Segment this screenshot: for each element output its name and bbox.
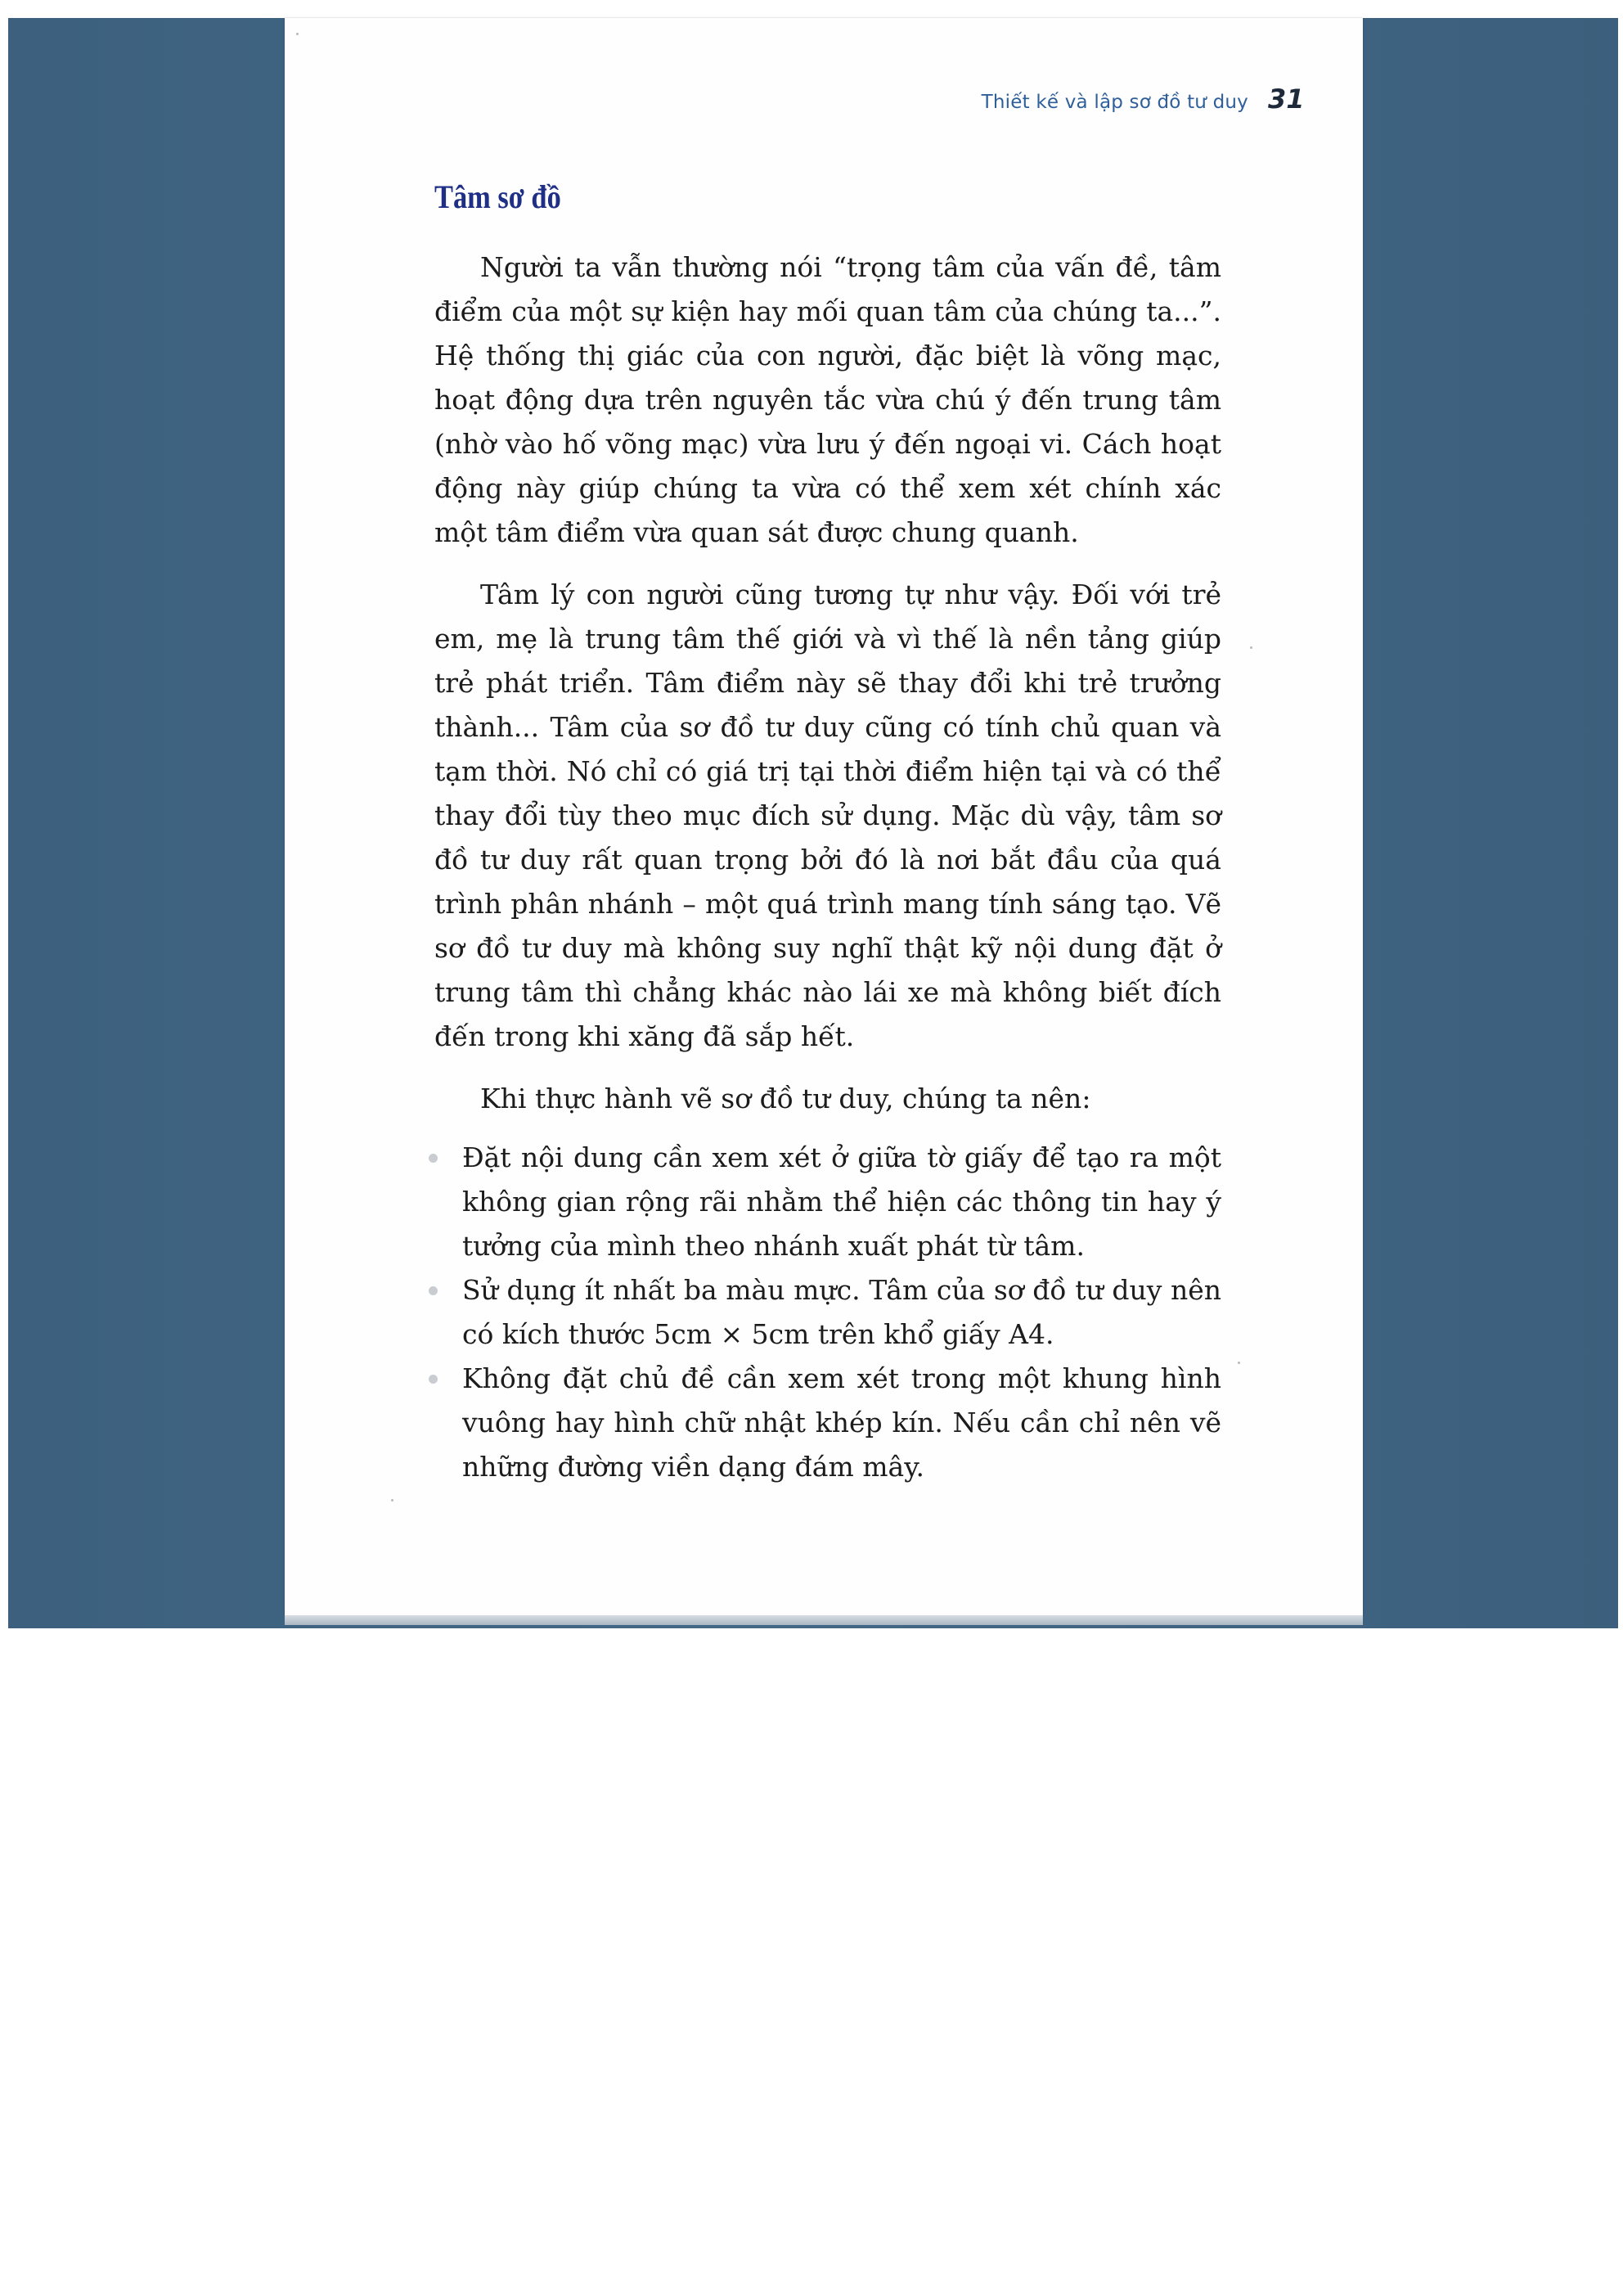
bullet-list [434,1136,1221,1489]
scan-speck [296,33,299,35]
bullet-item [434,1357,1221,1489]
bullet-dot-icon [429,1286,438,1295]
page-number: 31 [1268,83,1305,115]
page-bottom-shadow [285,1615,1363,1625]
bullet-item-text: Đặt nội dung cần xem xét ở giữa tờ giấy để tạo ra một không gian rộng rãi nhằm thể hiện các thông tin hay ý tưởng của mình theo nhánh xuất phát từ tâm. [462,1141,1221,1262]
bullet-item [434,1136,1221,1268]
scanned-book-spread [8,18,1618,1628]
scan-speck [1250,646,1252,649]
bullet-dot-icon [429,1154,438,1163]
paragraph-1: Người ta vẫn thường nói “trọng tâm của vấn đề, tâm điểm của một sự kiện hay mối quan tâm của chúng ta...”. Hệ thống thị giác của con người, đặc biệt là võng mạc, hoạt động dựa trên nguyên tắc vừa chú ý đến trung tâm (nhờ vào hố võng mạc) vừa lưu ý đến ngoại vi. Cách hoạt động này giúp chúng ta vừa có thể xem xét chính xác một tâm điểm vừa quan sát được chung quanh. [434,251,1221,548]
body-text [434,245,1221,1489]
paragraph-3: Khi thực hành vẽ sơ đồ tư duy, chúng ta nên: [480,1083,1091,1114]
bullet-dot-icon [429,1375,438,1384]
scan-speck [1238,1362,1240,1364]
paragraph-2: Tâm lý con người cũng tương tự như vậy. Đối với trẻ em, mẹ là trung tâm thế giới và vì thế là nền tảng giúp trẻ phát triển. Tâm điểm này sẽ thay đổi khi trẻ trưởng thành... Tâm của sơ đồ tư duy cũng có tính chủ quan và tạm thời. Nó chỉ có giá trị tại thời điểm hiện tại và có thể thay đổi tùy theo mục đích sử dụng. Mặc dù vậy, tâm sơ đồ tư duy rất quan trọng bởi đó là nơi bắt đầu của quá trình phân nhánh – một quá trình mang tính sáng tạo. Vẽ sơ đồ tư duy mà không suy nghĩ thật kỹ nội dung đặt ở trung tâm thì chẳng khác nào lái xe mà không biết đích đến trong khi xăng đã sắp hết. [434,579,1221,1052]
book-page [285,18,1363,1615]
section-title: Tâm sơ đồ [434,178,561,215]
running-header-title: Thiết kế và lập sơ đồ tư duy [981,92,1248,113]
bullet-item-text: Không đặt chủ đề cần xem xét trong một khung hình vuông hay hình chữ nhật khép kín. Nếu cần chỉ nên vẽ những đường viền dạng đám mây. [462,1362,1221,1483]
bullet-item-text: Sử dụng ít nhất ba màu mực. Tâm của sơ đồ tư duy nên có kích thước 5cm × 5cm trên khổ giấy A4. [462,1274,1221,1350]
bullet-item [434,1268,1221,1357]
scan-speck [391,1499,393,1501]
